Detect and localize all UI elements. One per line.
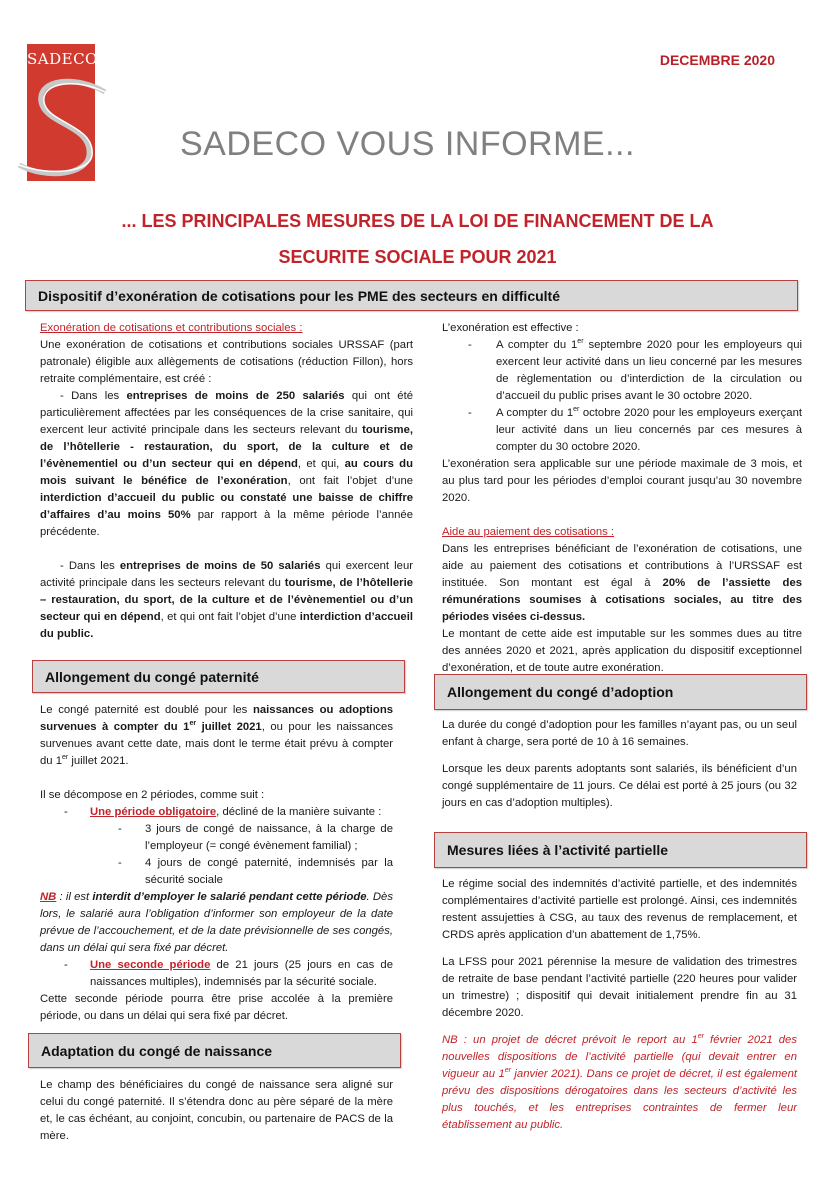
- effective-intro: L’exonération est effective :: [442, 322, 579, 334]
- pme-left-column: [40, 320, 413, 643]
- paternite-closing: Cette seconde période pourra être prise accolée à la première période, ou dans un délai qui sera fixé par décret.: [40, 993, 393, 1022]
- period-seconde: - Une seconde période de 21 jours (25 jours en cas de naissances multiples), indemnisés par la sécurité sociale.: [64, 959, 393, 988]
- sub-item: - 3 jours de congé de naissance, à la charge de l’employeur (= congé évènement familial) ;: [118, 823, 393, 852]
- exoneration-subheading: Exonération de cotisations et contributions sociales :: [40, 322, 303, 334]
- exoneration-duration: L’exonération sera applicable sur une période maximale de 3 mois, et au plus tard pour les périodes d’emploi courant jusqu’au 30 novembre 2020.: [442, 458, 802, 504]
- effective-item: - A compter du 1er octobre 2020 pour les employeurs exerçant leur activité dans un lieu concernés par ces mesures à compter du 30 octobre 2020.: [468, 406, 802, 453]
- activite-p1: Le régime social des indemnités d’activité partielle, et des indemnités complémentaires d’activité partielle est prolongé. Ainsi, ces indemnités restent assujetties à CSG, au taux des revenus de remplacement, et CRDS après application d’un abattement de 1,75%.: [442, 878, 797, 941]
- effective-item: - A compter du 1er septembre 2020 pour les employeurs qui exercent leur activité dans un lieu concerné par les mesures de règlementation ou d’interdiction de la circulation ou d’accueil du public prises avant le 30 octobre 2020.: [468, 338, 803, 402]
- pme-right-column: [442, 320, 802, 677]
- section-heading-pme: Dispositif d’exonération de cotisations pour les PME des secteurs en difficulté: [25, 280, 798, 311]
- paternite-periods-intro: Il se décompose en 2 périodes, comme suit :: [40, 789, 265, 801]
- adoption-p1: La durée du congé d’adoption pour les familles n’ayant pas, ou un seul enfant à charge, sera porté de 10 à 16 semaines.: [442, 719, 797, 748]
- section-heading-paternite: Allongement du congé paternité: [32, 660, 405, 693]
- aide-imputation: Le montant de cette aide est imputable sur les sommes dues au titre des années 2020 et 2021, après application du dispositif exceptionnel d’exonération, et de toute autre exonération.: [442, 628, 802, 674]
- activite-nb: NB : un projet de décret prévoit le report au 1er février 2021 des nouvelles dispositions de l’activité partielle (qui devait entrer en vigueur au 1er janvier 2021). Dans ce projet de décret, il est également prévu des dispositions dérogatoires dans les secteurs d’activité les plus touchés, et les entreprises contraintes de fermer leur établissement au public.: [442, 1033, 797, 1131]
- adoption-column: [442, 717, 797, 812]
- paternite-intro: Le congé paternité est doublé pour les naissances ou adoptions survenues à compter du 1er juillet 2021, ou pour les naissances survenues avant cette date, mais dont le terme était prévu à compter du 1er juillet 2021.: [40, 704, 393, 767]
- issue-date: DECEMBRE 2020: [659, 52, 775, 68]
- bullet-250: - Dans les entreprises de moins de 250 salariés qui ont été particulièrement affectées par les conséquences de la crise sanitaire, qui exercent leur activité principale dans les secteurs relevant du tourisme, de l’hôtellerie - restauration, du sport, de la culture et de l’évènementiel ou d’un secteur qui en dépend, et qui, au cours du mois suivant le bénéfice de l’exonération, ont fait l’objet d’une interdiction d’accueil du public ou constaté une baisse de chiffre d’affaires d’au moins 50% par rapport à la même période l’année précédente.: [40, 390, 414, 538]
- activite-column: [442, 876, 797, 1134]
- bullet-50: - Dans les entreprises de moins de 50 salariés qui exercent leur activité principale dans les secteurs relevant du tourisme, de l’hôtellerie – restauration, du sport, de la culture et de l’évènementiel ou d’un secteur qui en dépend, et qui ont fait l’objet d’une interdiction d’accueil du public.: [40, 560, 413, 640]
- paternite-nb: NB : il est interdit d’employer le salarié pendant cette période. Dès lors, le salarié aura l’obligation d’informer son employeur de la date prévue de l’accouchement, et de la date prévisionnelle de ses congés, dans un délai qui sera fixé par décret.: [40, 891, 393, 954]
- period-obligatoire: - Une période obligatoire, décliné de la manière suivante :: [64, 806, 382, 818]
- logo-text: SADECO: [27, 50, 98, 68]
- sub-item: - 4 jours de congé paternité, indemnisés par la sécurité sociale: [118, 857, 393, 886]
- paternite-column: [40, 702, 393, 1025]
- aide-body: Dans les entreprises bénéficiant de l’exonération de cotisations, une aide au paiement des cotisations et contributions à l’URSSAF est instituée. Son montant est égal à 20% de l’assiette des rémunérations soumises à cotisations sociales, au titre des périodes visées ci-dessus.: [442, 543, 803, 623]
- adoption-p2: Lorsque les deux parents adoptants sont salariés, ils bénéficient d’un congé supplémentaire de 11 jours. Ce délai est porté à 25 jours (ou 32 jours en cas d’adoption multiples).: [442, 763, 797, 809]
- sadeco-logo: [27, 44, 98, 181]
- section-heading-naissance: Adaptation du congé de naissance: [28, 1033, 401, 1068]
- aide-subheading: Aide au paiement des cotisations :: [442, 526, 615, 538]
- naissance-column: [40, 1077, 393, 1145]
- page-title: SADECO VOUS INFORME...: [180, 125, 635, 163]
- naissance-body: Le champ des bénéficiaires du congé de naissance sera aligné sur celui du congé paternité. Il s’étendra donc au père séparé de la mère et, le cas échéant, au conjoint, concubin, ou partenaire de PACS de la mère.: [40, 1079, 393, 1142]
- swoosh-s-icon: [17, 70, 112, 185]
- page-subtitle: ... LES PRINCIPALES MESURES DE LA LOI DE FINANCEMENT DE LA SECURITE SOCIALE POUR 2021: [121, 211, 714, 267]
- section-heading-activite: Mesures liées à l’activité partielle: [434, 832, 807, 868]
- exoneration-intro: Une exonération de cotisations et contributions sociales URSSAF (part patronale) éligible aux allègements de cotisations (réduction Fillon), hors retraite complémentaire, est créé :: [40, 339, 413, 385]
- section-heading-adoption: Allongement du congé d’adoption: [434, 674, 807, 710]
- activite-p2: La LFSS pour 2021 pérennise la mesure de validation des trimestres de retraite de base pendant l’activité partielle (220 heures pour valider un trimestre) ; dispositif qui devait initialement prendre fin au 31 décembre 2020.: [442, 956, 797, 1019]
